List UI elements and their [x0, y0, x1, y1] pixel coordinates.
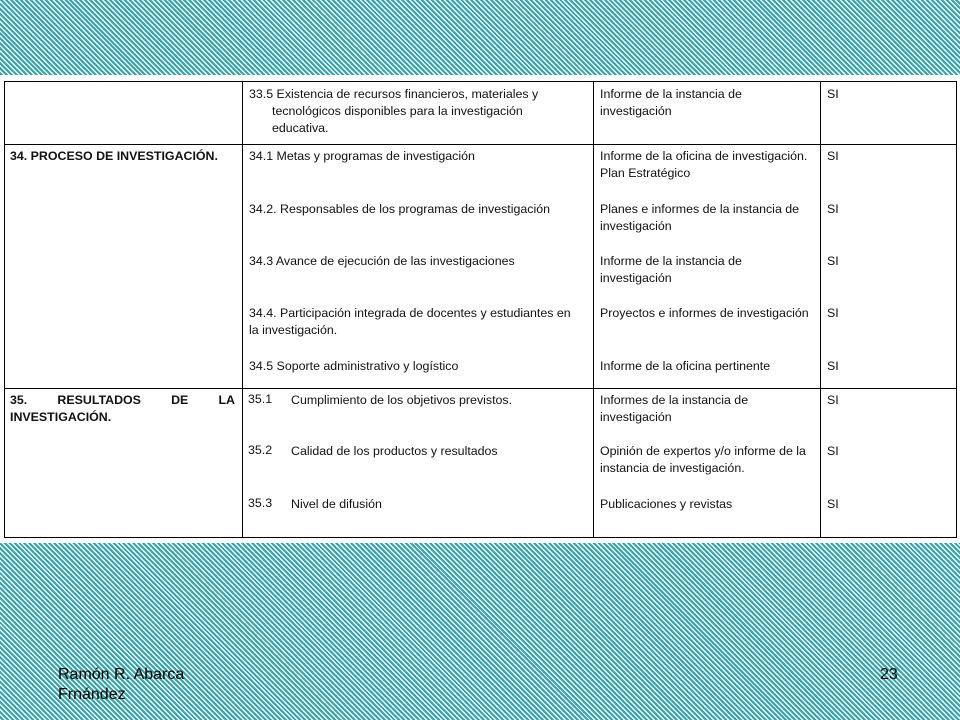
- table-row: [5, 389, 957, 538]
- source-text: Informe de la instancia de investigación: [600, 254, 742, 285]
- status-text: SI: [827, 306, 839, 320]
- source-text: Publicaciones y revistas: [600, 497, 733, 511]
- source-cell: [594, 145, 821, 389]
- evaluation-table: [4, 81, 957, 538]
- criterion-title: 35. RESULTADOS DE LA INVESTIGACIÓN.: [10, 393, 235, 424]
- indicator-text: 34.1 Metas y programas de investigación: [249, 149, 475, 163]
- indicator-number: 35.2: [248, 443, 273, 457]
- status-text: SI: [827, 202, 839, 216]
- indicator-cell: [243, 145, 594, 389]
- source-text: Planes e informes de la instancia de investigación: [600, 202, 800, 233]
- page-number: 23: [880, 666, 898, 683]
- status-cell: [821, 145, 957, 389]
- document-page: [0, 75, 960, 543]
- indicator-text: 34.4. Participación integrada de docentes y estudiantes en la investigación.: [249, 306, 571, 337]
- indicator-number: 35.1: [248, 392, 273, 406]
- table-row: [5, 145, 957, 389]
- criterion-cell: [5, 145, 243, 389]
- status-cell: [821, 82, 957, 145]
- status-cell: [821, 389, 957, 538]
- status-text: SI: [827, 149, 839, 163]
- source-text: Proyectos e informes de investigación: [600, 306, 809, 320]
- indicator-number: 35.3: [248, 496, 273, 510]
- criterion-title: 34. PROCESO DE INVESTIGACIÓN.: [10, 149, 218, 163]
- indicator-text: 34.5 Soporte administrativo y logístico: [249, 359, 459, 373]
- status-text: SI: [827, 254, 839, 268]
- status-text: SI: [827, 444, 839, 458]
- indicator-text: Cumplimiento de los objetivos previstos.: [291, 393, 513, 407]
- status-text: SI: [827, 359, 839, 373]
- indicator-cell: [243, 389, 594, 538]
- indicator-text: 33.5 Existencia de recursos financieros, materiales y tecnológicos disponibles para la investigación educativa.: [249, 87, 539, 135]
- source-text: Informe de la oficina de investigación. Plan Estratégico: [600, 149, 808, 180]
- status-text: SI: [827, 393, 839, 407]
- indicator-text: Nivel de difusión: [291, 497, 382, 511]
- source-text: Informes de la instancia de investigación: [600, 393, 749, 424]
- table-row: [5, 82, 957, 145]
- source-cell: [594, 82, 821, 145]
- indicator-cell: [243, 82, 594, 145]
- status-text: SI: [827, 87, 839, 101]
- source-text: Opinión de expertos y/o informe de la instancia de investigación.: [600, 444, 806, 475]
- indicator-text: 34.2. Responsables de los programas de investigación: [249, 202, 550, 216]
- indicator-text: 34.3 Avance de ejecución de las investigaciones: [249, 254, 515, 268]
- source-text: Informe de la oficina pertinente: [600, 359, 771, 373]
- criterion-cell: [5, 82, 243, 145]
- indicator-text: Calidad de los productos y resultados: [291, 444, 498, 458]
- source-text: Informe de la instancia de investigación: [600, 87, 742, 118]
- footer-author: Ramón R. Abarca Frnández: [58, 666, 185, 703]
- status-text: SI: [827, 497, 839, 511]
- source-cell: [594, 389, 821, 538]
- criterion-cell: [5, 389, 243, 538]
